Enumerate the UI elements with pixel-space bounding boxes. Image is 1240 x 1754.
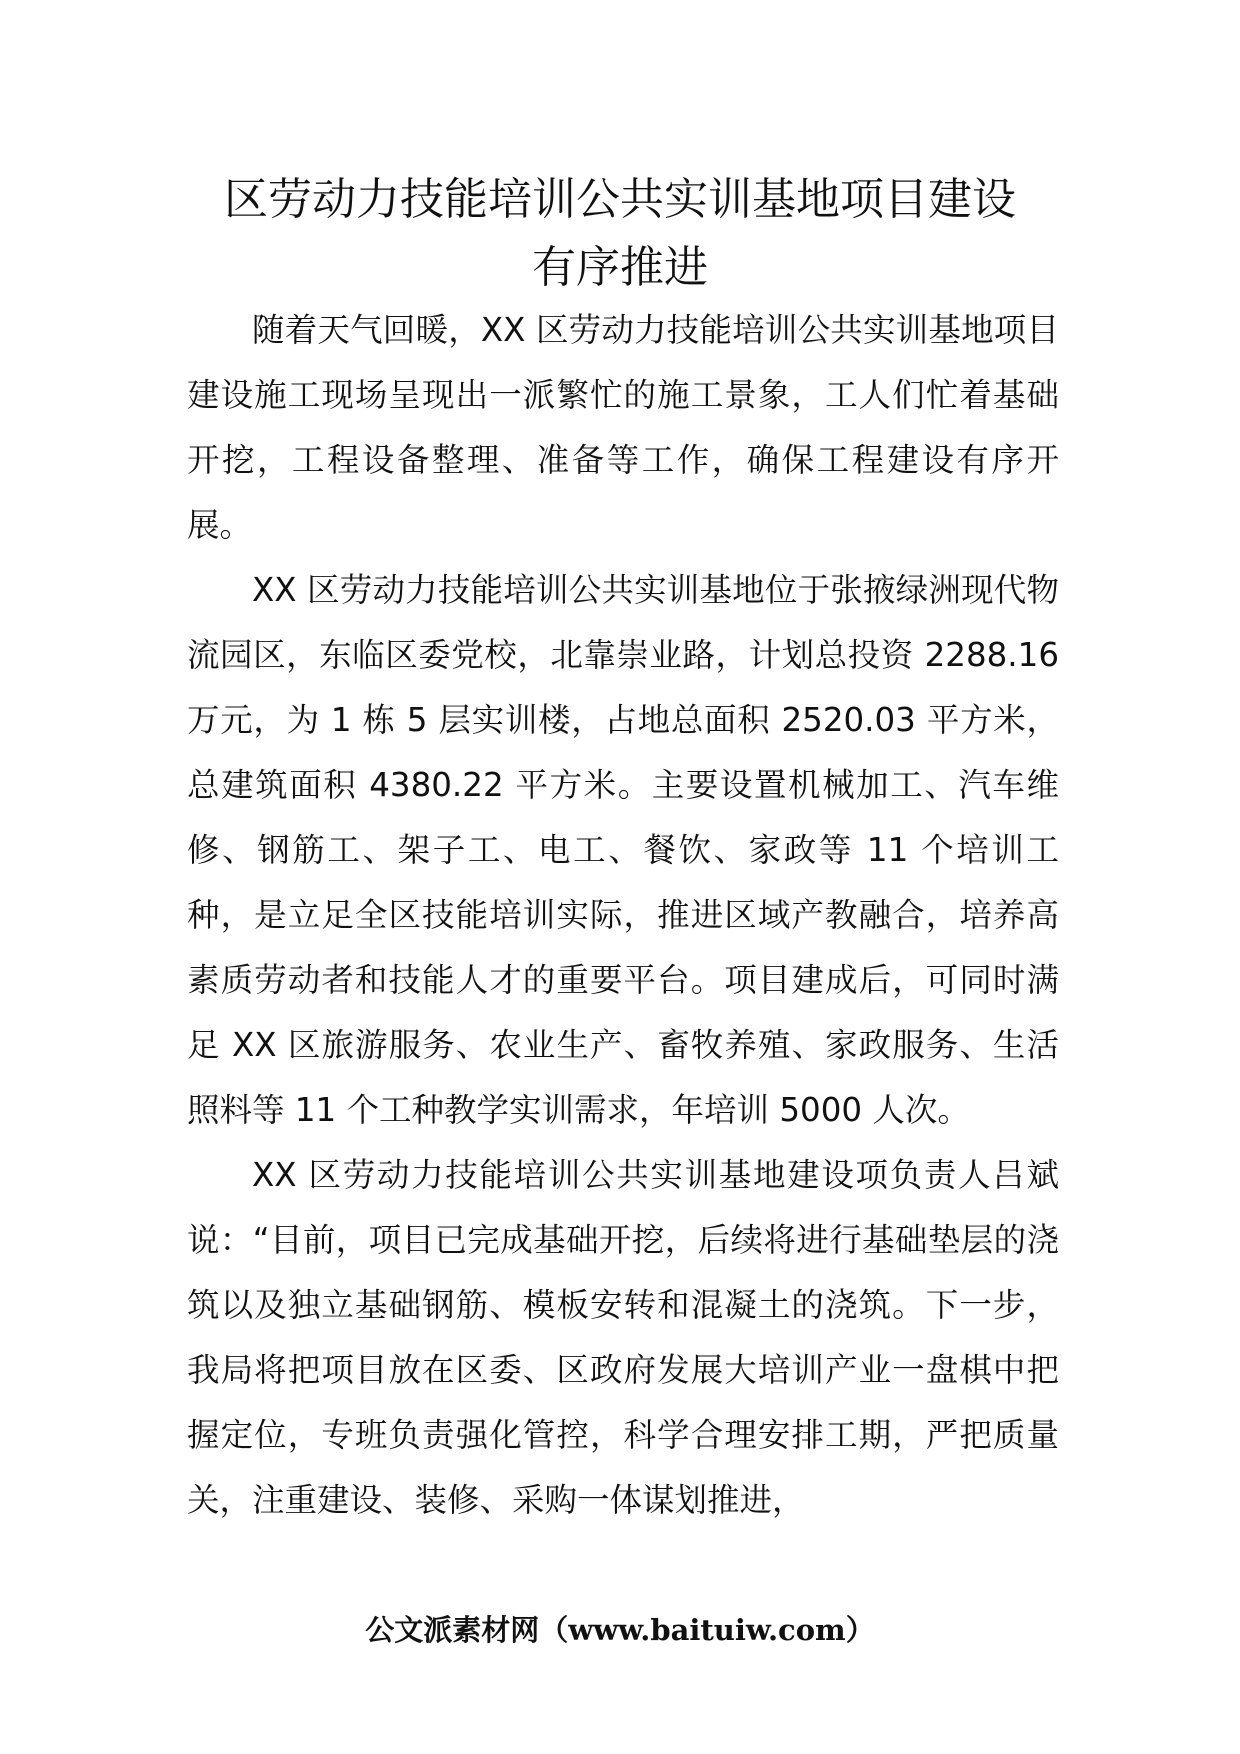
paragraph-2: XX 区劳动力技能培训公共实训基地位于张掖绿洲现代物流园区，东临区委党校，北靠崇业路，计划总投资 2288.16 万元，为 1 栋 5 层实训楼，占地总面积 2520.03 平方米，总建筑面积 4380.22 平方米。主要设置机械加工、汽车维修、钢筋工、架子工、电工、餐饮、家政等 11 个培训工种，是立足全区技能培训实际，推进区域产教融合，培养高素质劳动者和技能人才的重要平台。项目建成后，可同时满足 XX 区旅游服务、农业生产、畜牧养殖、家政服务、生活照料等 11 个工种教学实训需求，年培训 5000 人次。 [187, 571, 1059, 1129]
page-footer-watermark: 公文派素材网（www.baituiw.com） [365, 1613, 875, 1647]
paragraph-3: XX 区劳动力技能培训公共实训基地建设项负责人吕斌说：“目前，项目已完成基础开挖，后续将进行基础垫层的浇筑以及独立基础钢筋、模板安转和混凝土的浇筑。下一步，我局将把项目放在区委、区政府发展大培训产业一盘棋中把握定位，专班负责强化管控，科学合理安排工期，严把质量关，注重建设、装修、采购一体谋划推进， [187, 1156, 1059, 1519]
document-body [187, 298, 1059, 1533]
document-title-line-2: 有序推进 [532, 242, 708, 293]
paragraph-1: 随着天气回暖，XX 区劳动力技能培训公共实训基地项目建设施工现场呈现出一派繁忙的施工景象，工人们忙着基础开挖，工程设备整理、准备等工作，确保工程建设有序开展。 [187, 311, 1059, 544]
document-title-line-1: 区劳动力技能培训公共实训基地项目建设 [224, 174, 1016, 225]
